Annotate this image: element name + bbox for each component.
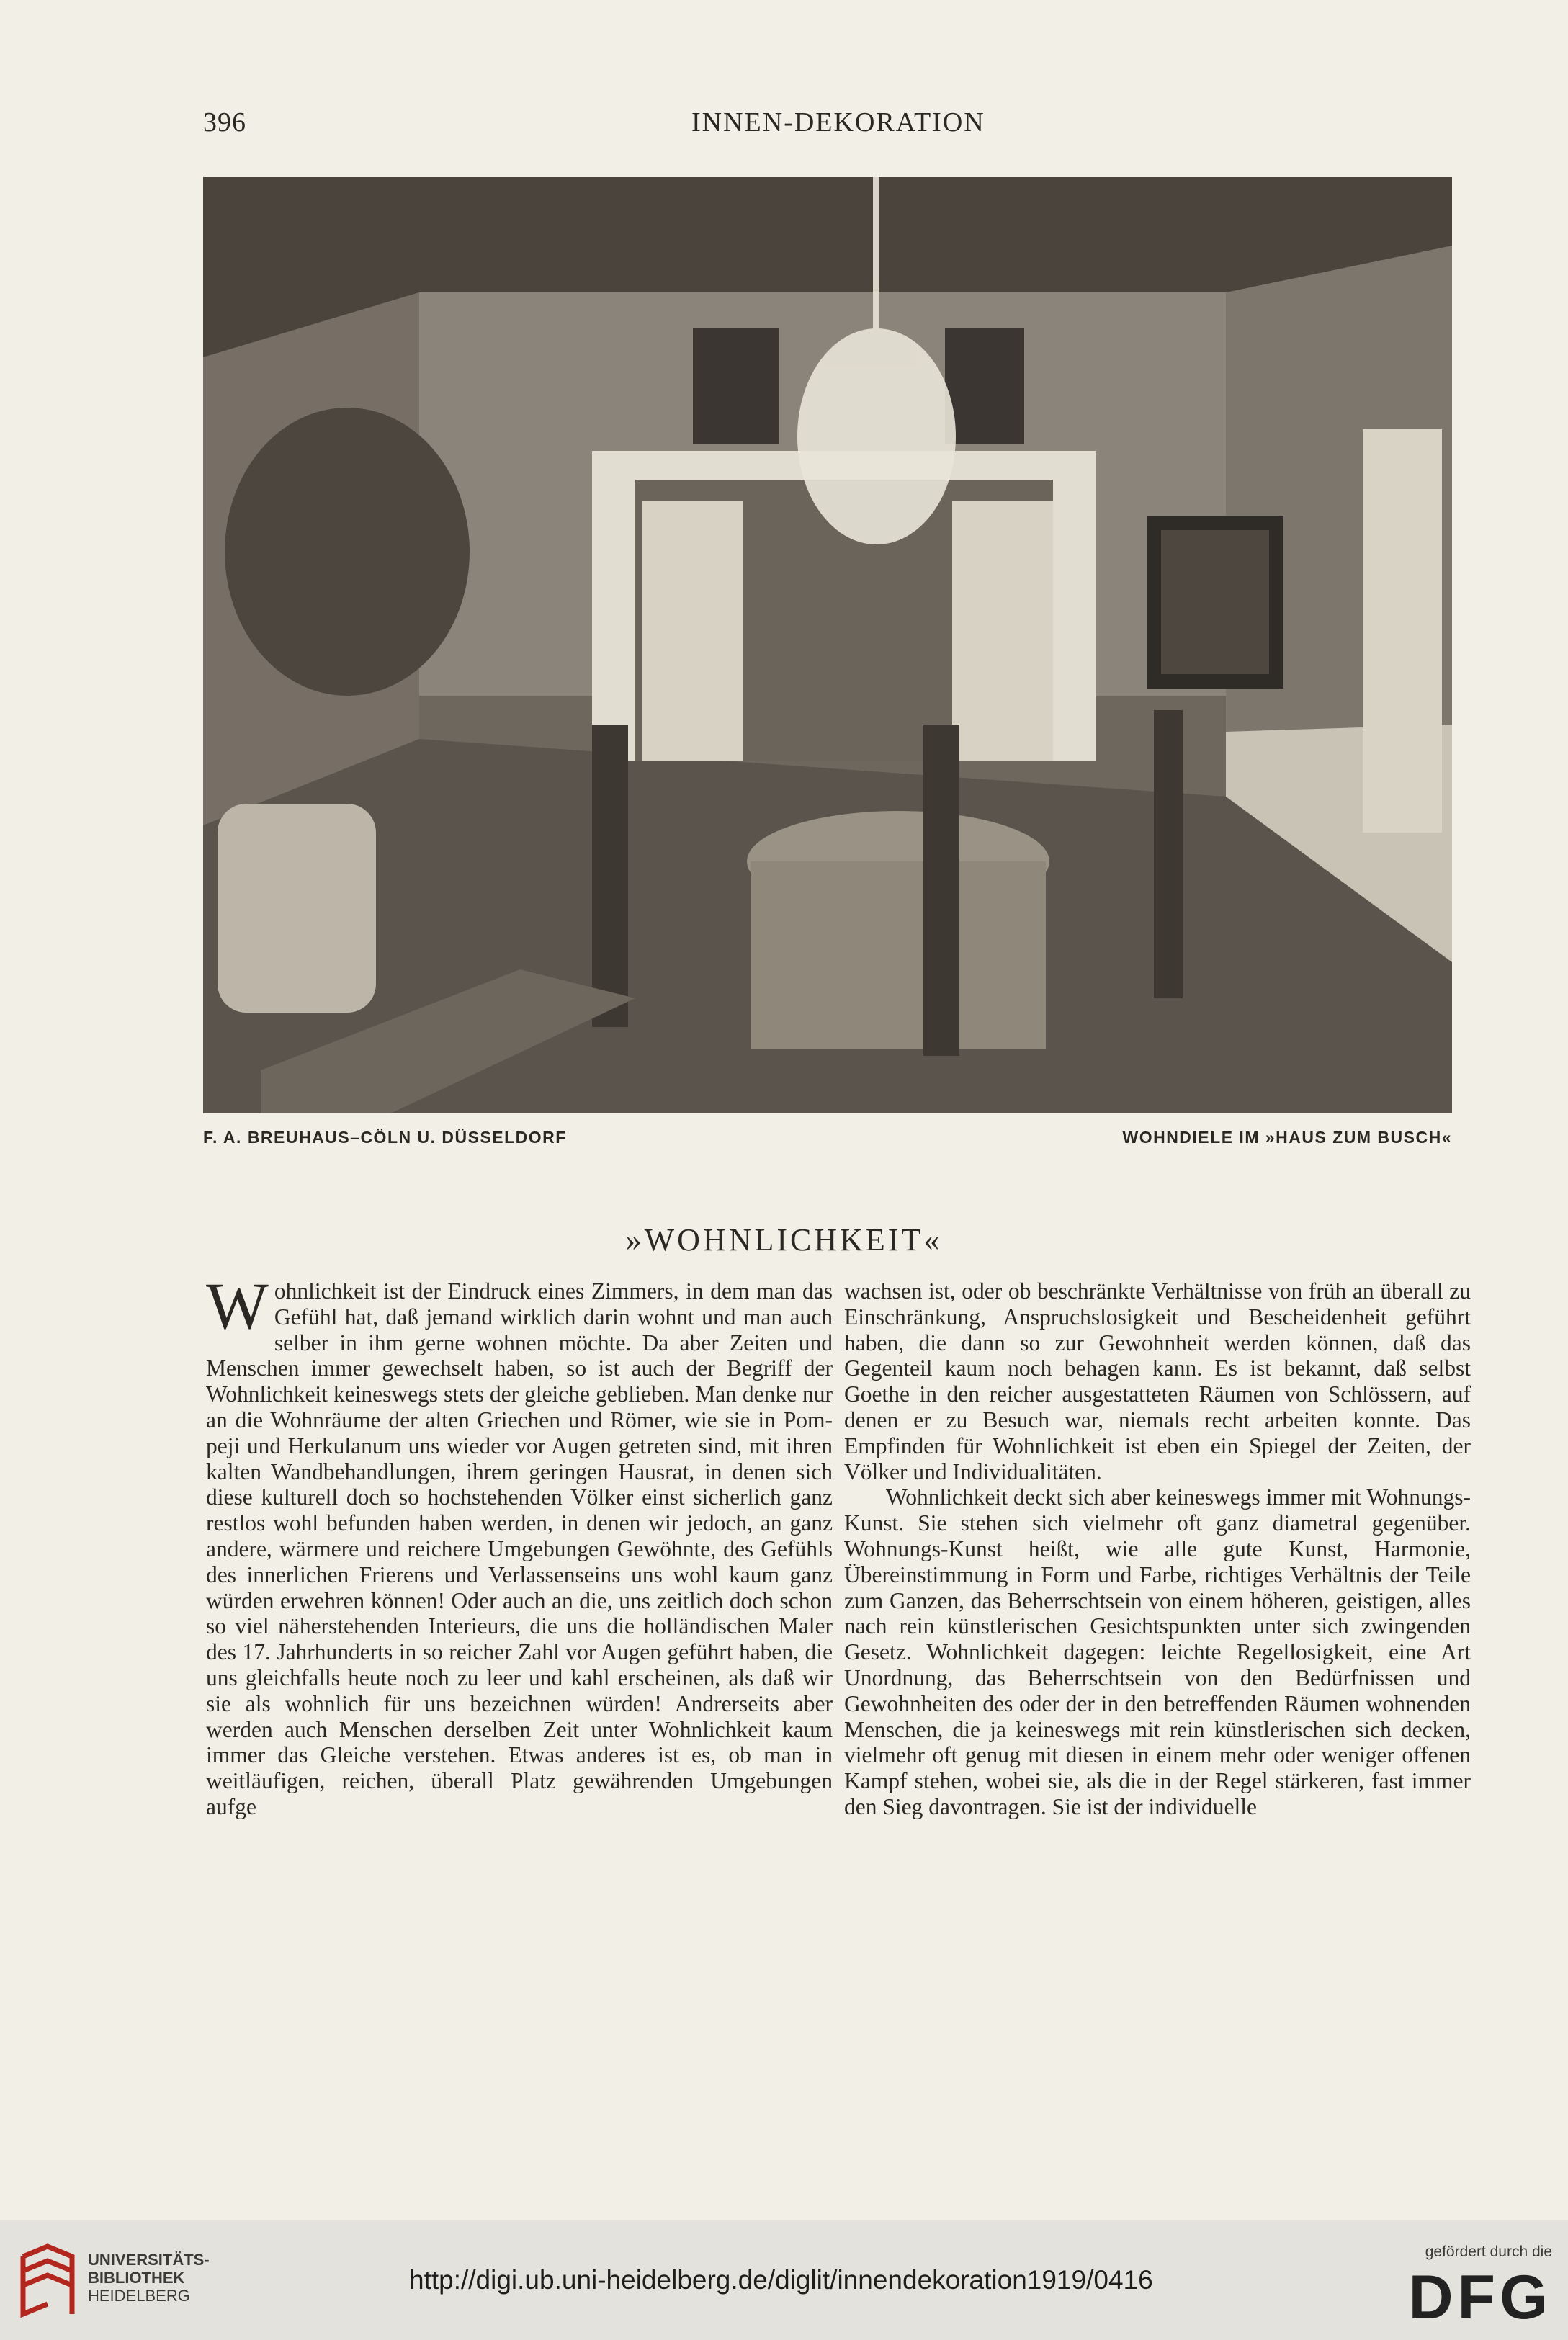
running-head: INNEN-DEKORATION — [691, 107, 985, 138]
library-name-line: HEIDELBERG — [88, 2287, 190, 2305]
photo-caption: WOHNDIELE IM »HAUS ZUM BUSCH« — [1122, 1128, 1452, 1147]
dfg-logo: DFG — [1408, 2263, 1552, 2332]
article-title: »WOHNLICHKEIT« — [625, 1222, 943, 1258]
university-library-logo-icon — [16, 2242, 78, 2321]
library-name-line: UNIVERSITÄTS- — [88, 2251, 210, 2269]
paragraph: Wohnlichkeit deckt sich aber keineswegs immer mit Wohnungs-Kunst. Sie stehen sich vielmehr oft ganz diametral gegenüber. Wohnungs-Kunst heißt, wie alle gute Kunst, Harmonie, Übereinstimmung in Form und Farbe, richtiges Verhältnis der Teile zum Ganzen, das Beherrschtsein von einem höheren, geistigen, alles nach rein künstlerischen Gesichtspunkten unter sich zwingenden Gesetz. Wohnlichkeit dagegen: leichte Regellosigkeit, eine Art Unordnung, das Beherrschtsein von den Bedürfnissen und Gewohnheiten des oder der in den betreffenden Räumen wohnenden Menschen, die ja keineswegs mit rein künstlerischen sich decken, vielmehr oft genug mit diesen in einem mehr oder weniger offenen Kampf stehen, wobei sie, als die in der Regel stärkeren, fast immer den Sieg davontragen. Sie ist der individuelle — [844, 1484, 1471, 1819]
article-column-left — [206, 1269, 833, 1820]
paragraph — [206, 1269, 833, 1820]
paragraph: wachsen ist, oder ob beschränkte Verhältnisse von früh an überall zu Einschränkung, Anspruchslosigkeit und Bescheidenheit geführt haben, die dann so zur Gewohnheit werden können, daß das Gegenteil kaum noch behagen kann. Es ist bekannt, daß selbst Goethe in den reicher ausgestatteten Räumen von Schlössern, auf denen er zu Besuch war, niemals recht arbeiten konnte. Das Empfinden für Wohnlichkeit ist eben ein Spiegel der Zeiten, der Völker und Individualitäten. — [844, 1278, 1471, 1484]
digitization-footer — [0, 2220, 1568, 2340]
interior-photograph — [203, 177, 1452, 1113]
library-name-line: BIBLIOTHEK — [88, 2269, 185, 2287]
page-number: 396 — [203, 107, 246, 138]
paragraph-text: ohnlichkeit ist der Eindruck eines Zimmers, in dem man das Gefühl hat, daß jemand wirklich darin wohnt und man auch selber in ihm gerne wohnen möchte. Da aber Zeiten und Menschen immer gewechselt haben, so ist auch der Begriff der Wohnlichkeit keineswegs stets der gleiche geblieben. Man denke nur an die Wohnräume der alten Griechen und Römer, wie sie in Pompeji und Herkulanum uns wieder vor Augen getreten sind, mit ihren kalten Wandbehandlungen, ihrem geringen Hausrat, in denen sich diese kulturell doch so hochstehenden Völker einst sicherlich ganz restlos wohl befunden haben werden, in denen wir jedoch, an ganz andere, wärmere und reichere Umgebungen Gewöhnte, des Gefühls des innerlichen Frierens und Verlassenseins uns wohl kaum ganz würden erwehren können! Oder auch an die, uns zeitlich doch schon so viel näherstehenden Interieurs, die uns die holländischen Maler des 17. Jahrhunderts in so reicher Zahl vor Augen geführt haben, die uns gleichfalls heute noch zu leer und kahl erscheinen, als daß wir sie als wohnlich für uns bezeichnen würden! Andrerseits aber werden auch Menschen derselben Zeit unter Wohnlichkeit kaum immer das Gleiche verstehen. Etwas anderes ist es, ob man in weitläufigen, reichen, überall Platz gewährenden Umgebungen aufge — [206, 1278, 833, 1819]
library-name — [88, 2251, 210, 2305]
funding-label: gefördert durch die — [1425, 2243, 1552, 2260]
photo-credit: F. A. BREUHAUS–CÖLN U. DÜSSELDORF — [203, 1128, 567, 1147]
article-column-right — [844, 1278, 1471, 1820]
photo-illustration — [203, 177, 1452, 1113]
permalink-url[interactable]: http://digi.ub.uni-heidelberg.de/diglit/innendekoration1919/0416 — [409, 2265, 1153, 2295]
drop-cap: W — [206, 1269, 269, 1342]
